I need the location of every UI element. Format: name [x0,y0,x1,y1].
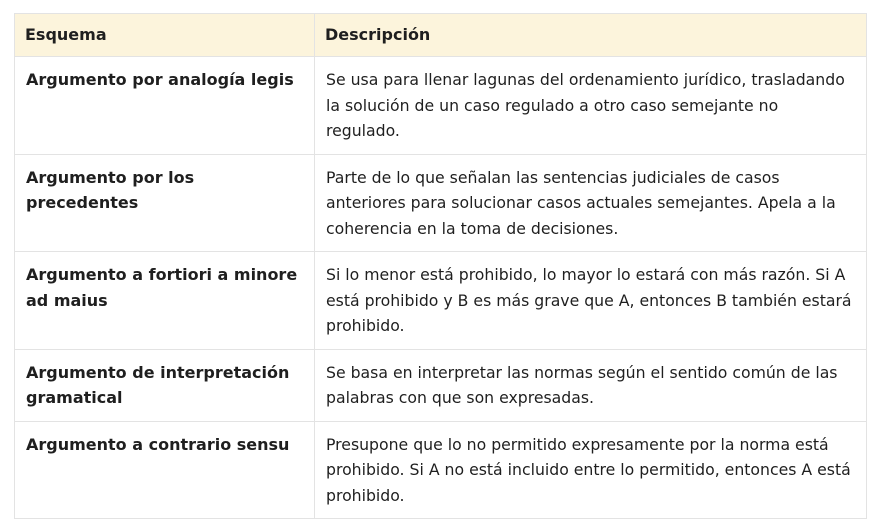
table-row [15,421,867,519]
scheme-cell: Argumento a fortiori a minore ad maius [15,252,315,350]
table-body [15,57,867,519]
header-descripcion: Descripción [315,14,867,57]
argument-schemes-table [14,13,867,519]
description-cell: Si lo menor está prohibido, lo mayor lo estará con más razón. Si A está prohibido y B es más grave que A, entonces B también estará prohibido. [315,252,867,350]
description-cell: Se basa en interpretar las normas según el sentido común de las palabras con que son expresadas. [315,349,867,421]
scheme-cell: Argumento por analogía legis [15,57,315,155]
description-cell: Parte de lo que señalan las sentencias judiciales de casos anteriores para solucionar casos actuales semejantes. Apela a la coherencia en la toma de decisiones. [315,154,867,252]
description-cell: Se usa para llenar lagunas del ordenamiento jurídico, trasladando la solución de un caso regulado a otro caso semejante no regulado. [315,57,867,155]
table-row [15,252,867,350]
scheme-cell: Argumento de interpretación gramatical [15,349,315,421]
table-header [15,14,867,57]
table-row [15,57,867,155]
description-cell: Presupone que lo no permitido expresamente por la norma está prohibido. Si A no está incluido entre lo permitido, entonces A está prohibido. [315,421,867,519]
table-row [15,349,867,421]
header-row [15,14,867,57]
table-row [15,154,867,252]
argument-schemes-table-container [14,13,866,519]
scheme-cell: Argumento a contrario sensu [15,421,315,519]
header-esquema: Esquema [15,14,315,57]
scheme-cell: Argumento por los precedentes [15,154,315,252]
